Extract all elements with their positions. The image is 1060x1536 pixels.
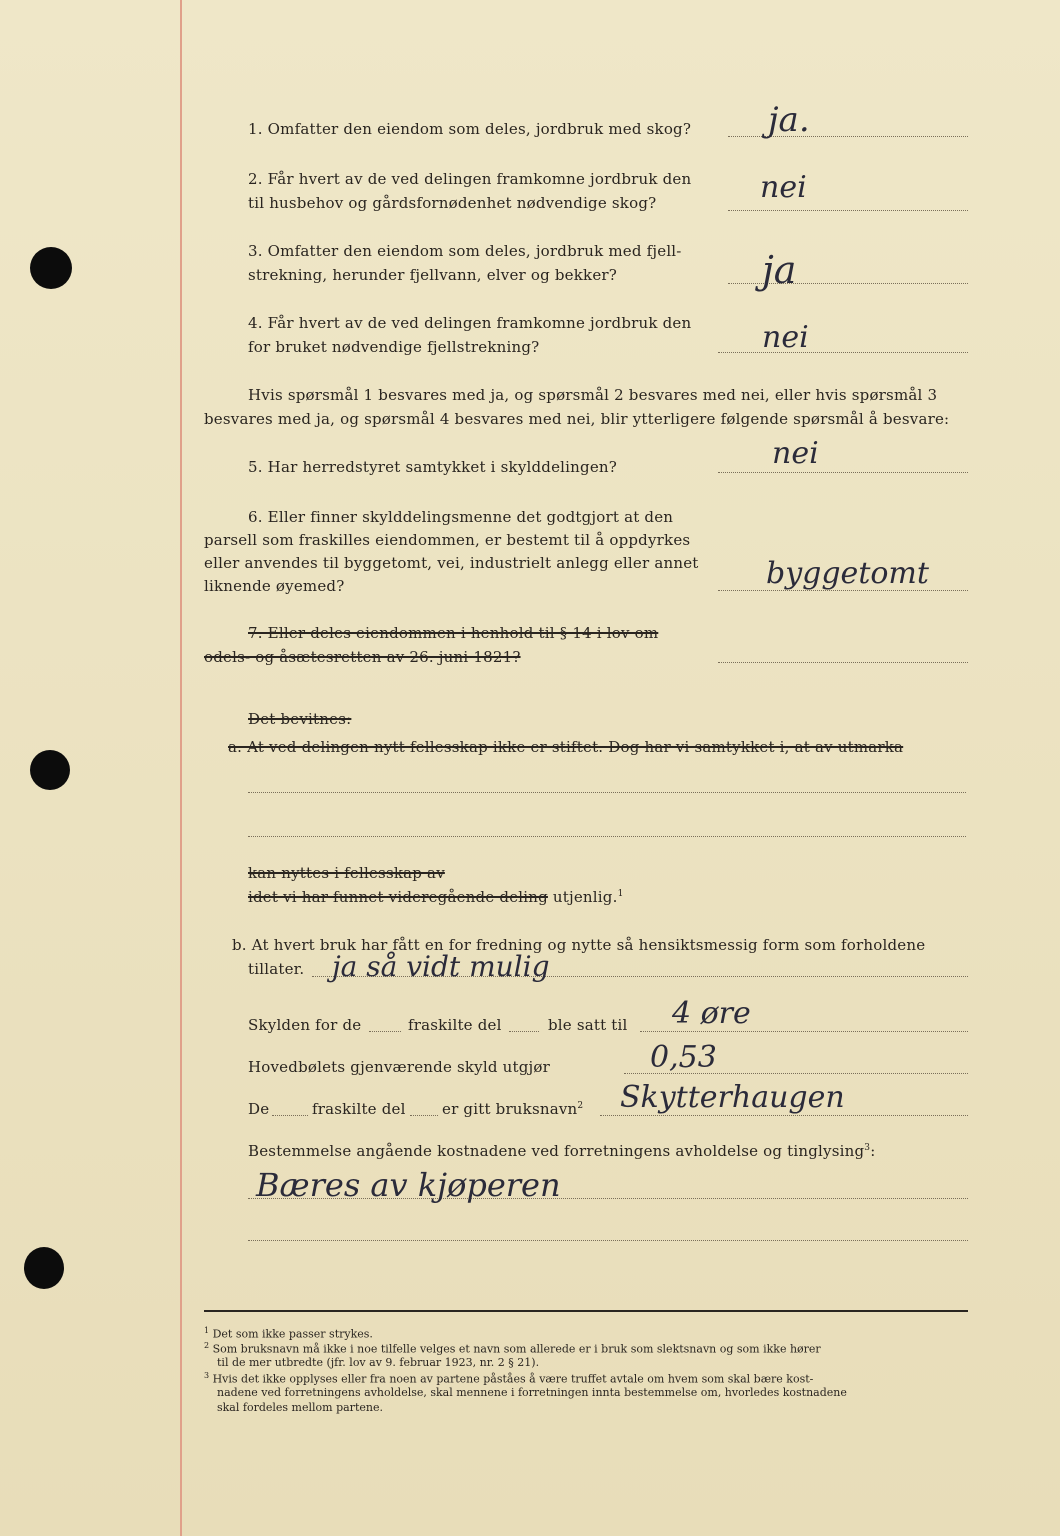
bruksnavn-footnote-ref: 2 [577, 1101, 584, 1111]
footnote-2-number: 2 [204, 1341, 210, 1350]
hoved-value: 0,53 [650, 1040, 717, 1075]
margin-line [180, 0, 182, 1536]
attest-a-line-2 [248, 836, 966, 837]
question-4-answer-line [718, 352, 968, 353]
question-5-answer: nei [772, 436, 819, 471]
question-4-text-1: 4. Får hvert av de ved delingen framkomne jordbruk den [248, 314, 692, 332]
question-3-text-2: strekning, herunder fjellvann, elver og bekker? [248, 266, 618, 284]
question-6-text-2: parsell som fraskilles eiendommen, er bestemt til å oppdyrkes [204, 531, 691, 549]
punch-hole-middle [30, 750, 70, 790]
question-4-answer: nei [762, 320, 809, 355]
skyld-dots-1 [369, 1031, 401, 1032]
question-7-text-2: odels- og åsætesretten av 26. juni 1821? [204, 648, 521, 666]
attest-a-line-1 [248, 792, 966, 793]
skyld-label-2: fraskilte del [408, 1016, 502, 1034]
attest-a-further-footnote-ref: 1 [617, 889, 624, 899]
bruksnavn-dots-1 [272, 1115, 308, 1116]
kost-colon: : [870, 1142, 876, 1160]
question-3-answer: ja [762, 248, 797, 292]
attest-a-text: a. At ved delingen nytt fellesskap ikke er stiftet. Dog har vi samtykket i, at av utmarka [228, 738, 904, 756]
punch-hole-top [30, 247, 72, 289]
question-2-text-1: 2. Får hvert av de ved delingen framkomne jordbruk den [248, 170, 692, 188]
attest-a-further-rest: utjenlig. [547, 888, 618, 906]
footnote-1 [204, 1326, 373, 1341]
skyld-label-1: Skylden for de [248, 1016, 362, 1034]
question-1-answer: ja. [768, 100, 810, 140]
bruksnavn-value-line [600, 1115, 968, 1116]
bruksnavn-de-label: De [248, 1100, 270, 1118]
kost-value: Bæres av kjøperen [256, 1166, 561, 1204]
question-5-answer-line [718, 472, 968, 473]
attest-b-text-1: b. At hvert bruk har fått en for fredning og nytte så hensiktsmessig form som forholdene [232, 936, 926, 954]
condition-text-2: besvares med ja, og spørsmål 4 besvares med nei, blir ytterligere følgende spørsmål å besvare: [204, 410, 950, 428]
question-6-answer: byggetomt [766, 556, 929, 591]
question-1-answer-line [728, 136, 968, 137]
footnote-3-line-2: nadene ved forretningens avholdelse, skal mennene i forretningen innta bestemmelse om, hvorledes kostnadene [217, 1386, 847, 1399]
footnote-3-line-1: Hvis det ikke opplyses eller fra noen av partene påståes å være truffet avtale om hvem som skal bære kost- [212, 1372, 814, 1386]
question-6-text-3: eller anvendes til byggetomt, vei, industrielt anlegg eller annet [204, 554, 699, 572]
footnote-3-line-3: skal fordeles mellom partene. [217, 1401, 383, 1414]
footnote-2-line-1-wrap [204, 1341, 821, 1356]
question-6-text-1: 6. Eller finner skylddelingsmenne det godtgjort at den [248, 508, 674, 526]
footnote-3-line-1-wrap [204, 1371, 813, 1386]
kost-value-line-2 [248, 1240, 968, 1241]
attest-a-further [248, 888, 624, 906]
question-5-text: 5. Har herredstyret samtykket i skylddelingen? [248, 458, 618, 476]
kost-label-text: Bestemmelse angående kostnadene ved forretningens avholdelse og tinglysing [248, 1142, 865, 1160]
footnote-separator [204, 1310, 968, 1312]
question-1-text: 1. Omfatter den eiendom som deles, jordbruk med skog? [248, 120, 692, 138]
question-3-text-1: 3. Omfatter den eiendom som deles, jordbruk med fjell- [248, 242, 682, 260]
question-2-answer-line [728, 210, 968, 211]
footnote-2-line-1: Som bruksnavn må ikke i noe tilfelle velges et navn som allerede er i bruk som slektsnavn og som ikke hører [212, 1342, 821, 1356]
skyld-dots-2 [509, 1031, 539, 1032]
skyld-label-3: ble satt til [548, 1016, 628, 1034]
bruksnavn-value: Skytterhaugen [620, 1080, 845, 1115]
kost-footnote-ref: 3 [864, 1143, 871, 1153]
attest-a-common: kan nyttes i fellesskap av [248, 864, 445, 882]
attest-b-answer: ja så vidt mulig [332, 950, 550, 983]
footnote-1-number: 1 [204, 1326, 210, 1335]
bruksnavn-fraskilte-label: fraskilte del [312, 1100, 406, 1118]
hoved-label: Hovedbølets gjenværende skyld utgjør [248, 1058, 550, 1076]
attest-heading: Det bevitnes: [248, 710, 352, 728]
question-6-text-4: liknende øyemed? [204, 577, 345, 595]
question-7-answer-line [718, 662, 968, 663]
question-7-text-1: 7. Eller deles eiendommen i henhold til § 14 i lov om [248, 624, 659, 642]
skyld-value-line [640, 1031, 968, 1032]
footnote-1-line-1: Det som ikke passer strykes. [212, 1327, 373, 1341]
punch-hole-bottom [24, 1247, 64, 1289]
bruksnavn-dots-2 [410, 1115, 438, 1116]
question-2-answer: nei [760, 170, 807, 205]
condition-text-1: Hvis spørsmål 1 besvares med ja, og spørsmål 2 besvares med nei, eller hvis spørsmål 3 [248, 386, 938, 404]
kost-label [248, 1142, 875, 1160]
footnote-3-number: 3 [204, 1371, 210, 1380]
question-4-text-2: for bruket nødvendige fjellstrekning? [248, 338, 540, 356]
footnote-2-line-2: til de mer utbredte (jfr. lov av 9. februar 1923, nr. 2 § 21). [217, 1356, 540, 1369]
bruksnavn-label-text: er gitt bruksnavn [442, 1100, 578, 1118]
skyld-value: 4 øre [672, 996, 751, 1031]
question-2-text-2: til husbehov og gårdsfornødenhet nødvendige skog? [248, 194, 657, 212]
attest-a-further-struck: idet vi har funnet videregående deling [248, 888, 548, 906]
attest-b-text-2: tillater. [248, 960, 305, 978]
bruksnavn-label [442, 1100, 583, 1118]
